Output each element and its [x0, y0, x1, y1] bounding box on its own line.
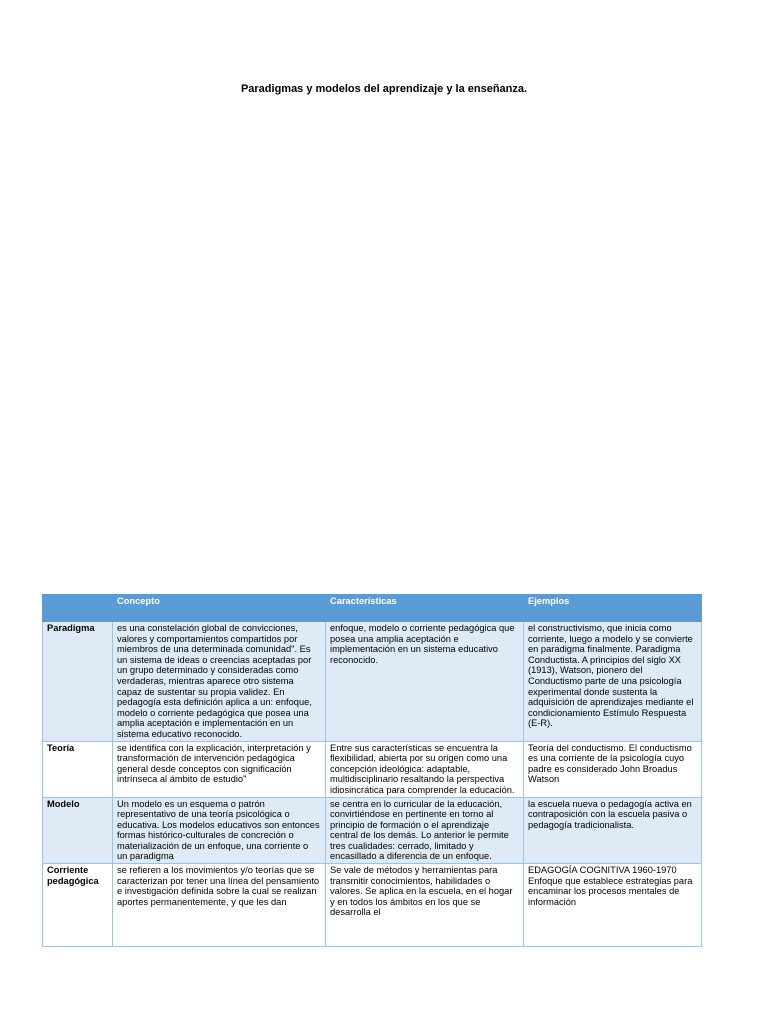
cell-concepto: es una constelación global de convicciones, valores y comportamientos compartidos por miembros de una determinada comunidad". Es un sistema de ideas o creencias aceptadas por un grupo determinado y consideradas como verdaderas, mientras aparece otro sistema capaz de sustentar su propia validez. En pedagogía esta definición aplica a un: enfoque, modelo o corriente pedagógica que posea una amplia aceptación e implementación en un sistema educativo reconocido.	[113, 622, 326, 742]
table-row-teoria	[43, 741, 702, 797]
cell-caracteristicas: Se vale de métodos y herramientas para transmitir conocimientos, habilidades o valores. Se aplica en la escuela, en el hogar y en todos los ámbitos en los que se desarrolla el	[326, 864, 524, 947]
row-label: Modelo	[43, 797, 113, 864]
cell-caracteristicas: enfoque, modelo o corriente pedagógica que posea una amplia aceptación e implementación en un sistema educativo reconocido.	[326, 622, 524, 742]
row-label: Corriente pedagógica	[43, 864, 113, 947]
table-header-row	[43, 595, 702, 622]
table-row-paradigma	[43, 622, 702, 742]
row-label: Paradigma	[43, 622, 113, 742]
table-row-corriente-pedagogica	[43, 864, 702, 947]
cell-concepto: Un modelo es un esquema o patrón representativo de una teoría psicológica o educativa. Los modelos educativos son entonces formas histórico-culturales de concreción o materialización de un enfoque, una corriente o un paradigma	[113, 797, 326, 864]
cell-caracteristicas: se centra en lo curricular de la educación, convirtiéndose en pertinente en torno al principio de formación o el aprendizaje central de los demás. Lo anterior le permite tres cualidades: cerrado, limitado y encasillado a diferencia de un enfoque.	[326, 797, 524, 864]
header-concepto: Concepto	[113, 595, 326, 622]
table-row-modelo	[43, 797, 702, 864]
cell-concepto: se identifica con la explicación, interpretación y transformación de intervención pedagógica general desde conceptos con significación intrínseca al ámbito de estudio"	[113, 741, 326, 797]
cell-ejemplos: la escuela nueva o pedagogía activa en contraposición con la escuela pasiva o pedagogía tradicionalista.	[524, 797, 702, 864]
comparison-table	[42, 594, 702, 947]
cell-ejemplos: Teoría del conductismo. El conductismo es una corriente de la psicología cuyo padre es considerado John Broadus Watson	[524, 741, 702, 797]
header-empty	[43, 595, 113, 622]
cell-caracteristicas: Entre sus características se encuentra la flexibilidad, abierta por su origen como una concepción ideológica: adaptable, multidisciplinario resaltando la perspectiva idiosincrática para comprender la educación.	[326, 741, 524, 797]
cell-ejemplos: EDAGOGÍA COGNITIVA 1960-1970 Enfoque que establece estrategias para encaminar los procesos mentales de información	[524, 864, 702, 947]
header-caracteristicas: Características	[326, 595, 524, 622]
document-title: Paradigmas y modelos del aprendizaje y la enseñanza.	[240, 83, 528, 95]
header-ejemplos: Ejemplos	[524, 595, 702, 622]
cell-concepto: se refieren a los movimientos y/o teorías que se caracterizan por tener una línea del pensamiento e investigación definida sobre la cual se realizan aportes permanentemente, y que les dan	[113, 864, 326, 947]
cell-ejemplos: el constructivismo, que inicia como corriente, luego a modelo y se convierte en paradigma finalmente. Paradigma Conductista. A principios del siglo XX (1913), Watson, pionero del Conductismo parte de una psicología experimental donde sustenta la adquisición de aprendizajes mediante el condicionamiento Estímulo Respuesta (E-R).	[524, 622, 702, 742]
row-label: Teoría	[43, 741, 113, 797]
